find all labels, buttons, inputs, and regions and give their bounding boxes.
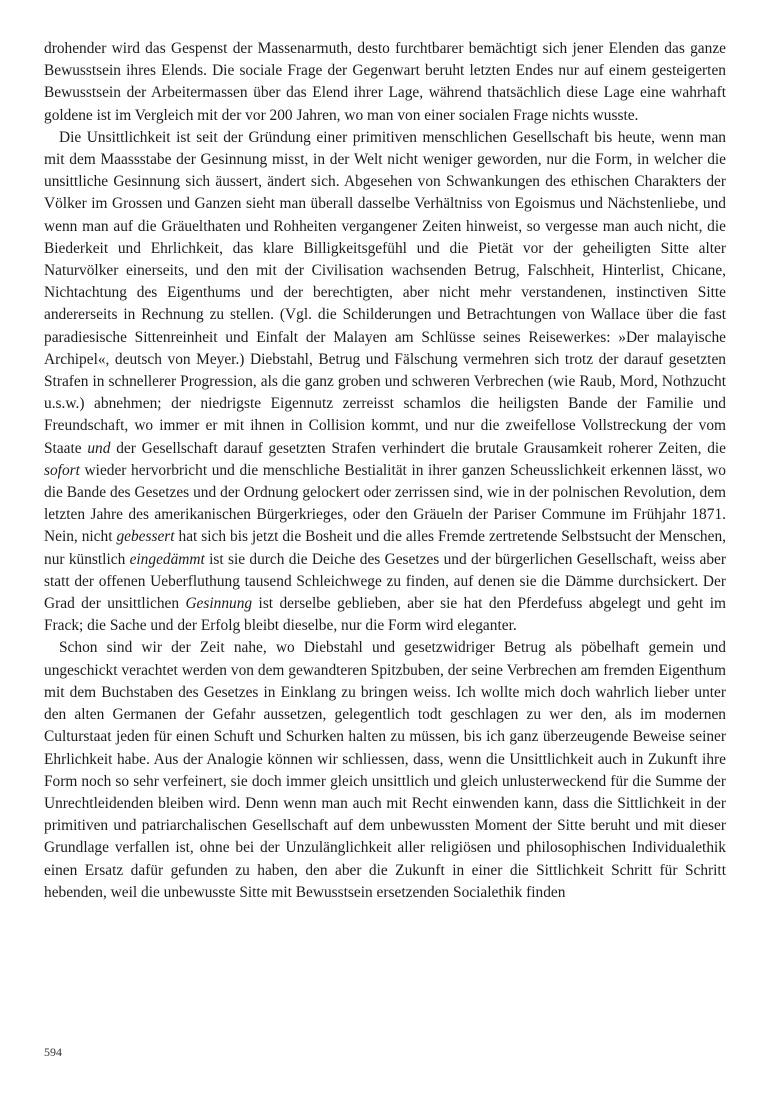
text-run: ist sie durch die Deiche des Gesetzes und der bürgerlichen Gesellschaft, weiss aber statt der offenen Ueberfluthung tausend Schleichwege zu finden, auf denen sie die Dämme durchsickert. Der Grad der unsittlichen — [44, 550, 726, 613]
text-run: Schon sind wir der Zeit nahe, wo Diebstahl und gesetzwidriger Betrug als pöbelhaft gemein und ungeschickt verachtet werden von dem gewandteren Spitzbuben, der seine Verbrechen am fremden Eigenthum mit dem Buchstaben des Gesetzes in Einklang zu bringen weiss. Ich wollte mich doch wahrlich lieber unter den alten Germanen der Gefahr aussetzen, gelegentlich todt geschlagen zu wer den, als im modernen Culturstaat jeden für einen Schuft und Schurken halten zu müssen, bis ich ganz überzeugende Beweise seiner Ehrlichkeit habe. Aus der Analogie können wir schliessen, dass, wenn die Unsittlichkeit auch in Zukunft ihre Form noch so sehr verfeinert, sie doch immer gleich unsittlich und gleich unlusterweckend für die Summe der Unrechtleidenden bleiben wird. Denn wenn man auch mit Recht einwenden kann, dass die Sittlichkeit in der primitiven und patriarchalischen Gesellschaft auf dem unbewussten Moment der Sitte beruht und mit dieser Grundlage verfallen ist, ohne bei der Unzulänglichkeit aller religiösen und philosophischen Individualethik einen Ersatz dafür gefunden zu haben, den aber die Zukunft in einer die Sittlichkeit Schritt für Schritt hebenden, weil die unbewusste Sitte mit Bewusstsein ersetzenden Socialethik finden — [44, 639, 726, 901]
emphasis-text: gebessert — [116, 528, 175, 546]
text-run: der Gesellschaft darauf gesetzten Strafen verhindert die brutale Grausamkeit roherer Zeiten, die — [110, 439, 726, 457]
page-number: 594 — [44, 1045, 62, 1059]
emphasis-text: eingedämmt — [129, 550, 205, 568]
page-body — [44, 38, 726, 904]
emphasis-text: Gesinnung — [185, 595, 253, 613]
emphasis-text: sofort — [44, 461, 80, 479]
text-run: ist derselbe geblieben, aber sie hat den Pferdefuss abgelegt und geht im Frack; die Sache und der Erfolg bleibt dieselbe, nur die Form wird eleganter. — [44, 595, 726, 635]
emphasis-text: und — [87, 439, 111, 457]
paragraph-2 — [44, 127, 726, 638]
text-run: hat sich bis jetzt die Bosheit und die alles Fremde zertretende Selbstsucht der Menschen, nur künstlich — [44, 528, 726, 568]
paragraph-3 — [44, 637, 726, 903]
paragraph-1 — [44, 38, 726, 127]
text-run: wieder hervorbricht und die menschliche Bestialität in ihrer ganzen Scheusslichkeit erkennen lässt, wo die Bande des Gesetzes und der Ordnung gelockert oder zerrissen sind, wie in der polnischen Revolution, dem letzten Jahre des amerikanischen Bürgerkrieges, oder den Gräueln der Pariser Commune im Frühjahr 1871. Nein, nicht — [44, 461, 726, 546]
text-run: Die Unsittlichkeit ist seit der Gründung einer primitiven menschlichen Gesellschaft bis heute, wenn man mit dem Maassstabe der Gesinnung misst, in der Welt nicht weniger geworden, nur die Form, in welcher die unsittliche Gesinnung sich äussert, ändert sich. Abgesehen von Schwankungen des ethischen Charakters der Völker im Grossen und Ganzen sieht man überall dasselbe Verhältniss von Egoismus und Nächstenliebe, und wenn man auf die Gräuelthaten und Rohheiten vergangener Zeiten hinweist, so vergesse man auch nicht, die Biederkeit und Ehrlichkeit, das klare Billigkeitsgefühl und die Pietät vor der geheiligten Sitte alter Naturvölker einerseits, und den mit der Civilisation wachsenden Betrug, Falschheit, Hinterlist, Chicane, Nichtachtung des Eigenthums und der berechtigten, aber nicht mehr verstandenen, instinctiven Sitte andererseits in Rechnung zu stellen. (Vgl. die Schilderungen und Betrachtungen von Wallace über die fast paradiesische Sittenreinheit und Einfalt der Malayen am Schlüsse seines Reisewerkes: »Der malayische Archipel«, deutsch von Meyer.) Diebstahl, Betrug und Fälschung vermehren sich trotz der darauf gesetzten Strafen in schnellerer Progression, als die ganz groben und schweren Verbrechen (wie Raub, Mord, Nothzucht u.s.w.) abnehmen; der niedrigste Eigennutz zerreisst schamlos die heiligsten Bande der Familie und Freundschaft, wo immer er mit ihnen in Collision kommt, und nur die zweifellose Vollstreckung der vom Staate — [44, 128, 726, 457]
text-run: drohender wird das Gespenst der Massenarmuth, desto furchtbarer bemächtigt sich jener Elenden das ganze Bewusstsein ihres Elends. Die sociale Frage der Gegenwart beruht letzten Endes nur auf einem gesteigerten Bewusstsein der Arbeitermassen über das Elend ihrer Lage, während thatsächlich diese Lage eine wahrhaft goldene ist im Vergleich mit der vor 200 Jahren, wo man von einer socialen Frage nichts wusste. — [44, 40, 726, 124]
